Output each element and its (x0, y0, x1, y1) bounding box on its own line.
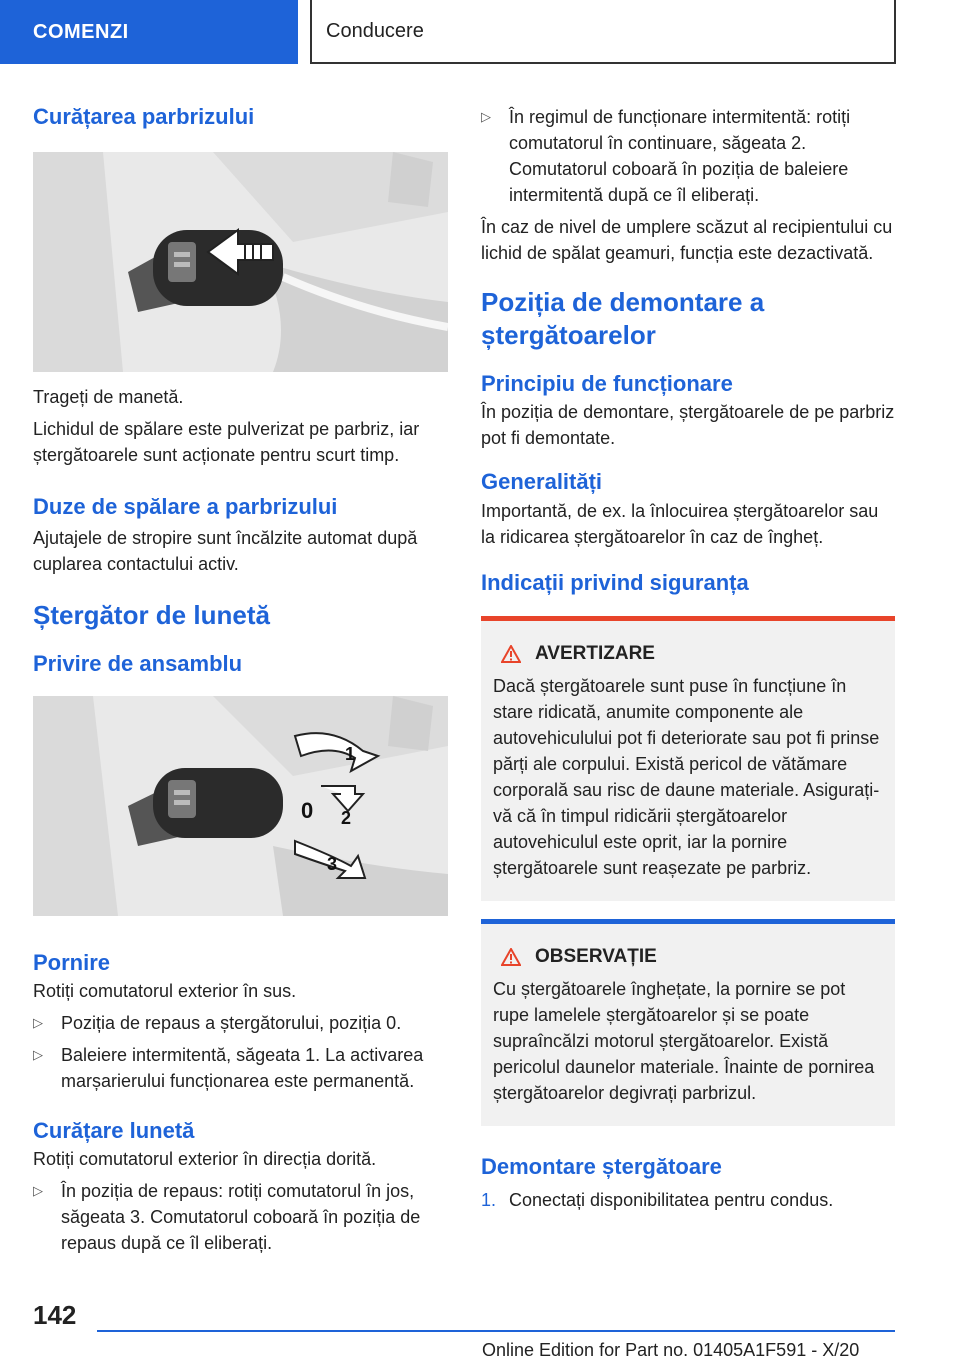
list-item: ▷ În regimul de funcționare intermitentă: rotiți comutatorul în continuare, săgeata 2. Comutatorul coboară în poziția de baleiere intermitentă după ce îl eliberați. (481, 104, 895, 208)
note-text: Cu ștergătoarele înghețate, la pornire se pot rupe lamelele ștergătoarelor și se poate supraîncălzi motorul ștergătoarelor. Există pericolul daunelor materiale. Înainte de pornirea ștergătoarelor degivrați parbrizul. (493, 979, 875, 1104)
position-0-label: 0 (301, 797, 314, 823)
text-fluid-sprayed: Lichidul de spălare este pulverizat pe parbriz, iar ștergătoarele sunt acționate pentru scurt timp. (33, 419, 420, 466)
warning-triangle-icon (501, 645, 521, 663)
list-item: ▷ Baleiere intermitentă, săgeata 1. La activarea marșarierului funcționarea este permanentă. (33, 1042, 448, 1094)
text-start-rotate: Rotiți comutatorul exterior în sus. (33, 981, 297, 1002)
section-tab[interactable] (0, 0, 298, 64)
list-item: ▷ Poziția de repaus a ștergătorului, poziția 0. (33, 1010, 448, 1036)
text-low-fluid: În caz de nivel de umplere scăzut al recipientului cu lichid de spălat geamuri, funcția este dezactivată. (481, 217, 893, 263)
triangle-bullet-icon: ▷ (33, 1015, 43, 1031)
heading-start: Pornire (33, 949, 111, 975)
triangle-bullet-icon: ▷ (33, 1183, 43, 1199)
chapter-label: Conducere (326, 19, 424, 42)
text-principle: În poziția de demontare, ștergătoarele de pe parbriz pot fi demontate. (481, 402, 895, 449)
step-number: 1. (481, 1189, 497, 1210)
text-general: Importantă, de ex. la înlocuirea ștergătoarelor sau la ridicarea ștergătoarelor în caz de îngheț. (481, 500, 879, 547)
right-column (481, 104, 895, 1213)
footer-edition: Online Edition for Part no. 01405A1F591 - X/20 (482, 1340, 860, 1360)
warning-title: AVERTIZARE (535, 643, 655, 665)
text-rotate-direction: Rotiți comutatorul exterior în direcția dorită. (33, 1149, 377, 1170)
arrow-2-label: 2 (341, 807, 352, 828)
warning-box (481, 616, 895, 901)
footer-divider (97, 1330, 895, 1332)
heading-windshield-cleaning: Curățarea parbrizului (33, 104, 255, 129)
text-nozzles-heated: Ajutajele de stropire sunt încălzite automat după cuplarea contactului activ. (33, 527, 418, 574)
heading-principle: Principiu de funcționare (481, 371, 733, 396)
stalk-pull-illustration (33, 152, 448, 372)
heading-safety: Indicații privind siguranța (481, 569, 749, 595)
heading-rear-cleaning: Curățare lunetă (33, 1118, 195, 1144)
heading-washer-nozzles: Duze de spălare a parbrizului (33, 494, 338, 520)
list-item: ▷ În poziția de repaus: rotiți comutatorul în jos, săgeata 3. Comutatorul coboară în poziția de repaus după ce îl eliberați. (33, 1178, 448, 1256)
arrow-1-label: 1 (345, 743, 356, 764)
chapter-tab[interactable] (310, 0, 896, 64)
heading-demount-position: Poziția de demontare a ștergătoarelor (481, 287, 765, 350)
heading-general: Generalități (481, 469, 603, 495)
page-number: 142 (33, 1300, 77, 1330)
caution-triangle-icon (501, 948, 521, 966)
note-title-row (493, 946, 881, 968)
heading-remove-wipers: Demontare ștergătoare (481, 1154, 722, 1180)
note-box (481, 919, 895, 1126)
text-pull-stalk: Trageți de manetă. (33, 387, 184, 408)
warning-text: Dacă ștergătoarele sunt puse în funcțiune în stare ridicată, anumite componente ale autovehiculului pot fi deteriorate sau pot fi prinse părți ale corpului. Există pericol de vătămare corporală sau risc de daune materiale. Asigurați-vă că în timpul ridicării ștergătoarelor autovehiculul este oprit, iar la pornire ștergătoarele sunt reașezate pe parbriz. (493, 676, 880, 879)
heading-overview: Privire de ansamblu (33, 651, 243, 677)
left-column (33, 100, 448, 1256)
triangle-bullet-icon: ▷ (33, 1047, 43, 1063)
triangle-bullet-icon: ▷ (481, 109, 491, 124)
arrow-3-label: 3 (327, 853, 338, 874)
rear-wiper-switch-illustration (33, 696, 448, 916)
list-item: 1. Conectați disponibilitatea pentru condus. (481, 1187, 895, 1213)
warning-title-row (493, 643, 881, 665)
note-title: OBSERVAȚIE (535, 946, 657, 968)
section-label: COMENZI (33, 20, 129, 43)
heading-rear-wiper: Ștergător de lunetă (33, 599, 270, 630)
